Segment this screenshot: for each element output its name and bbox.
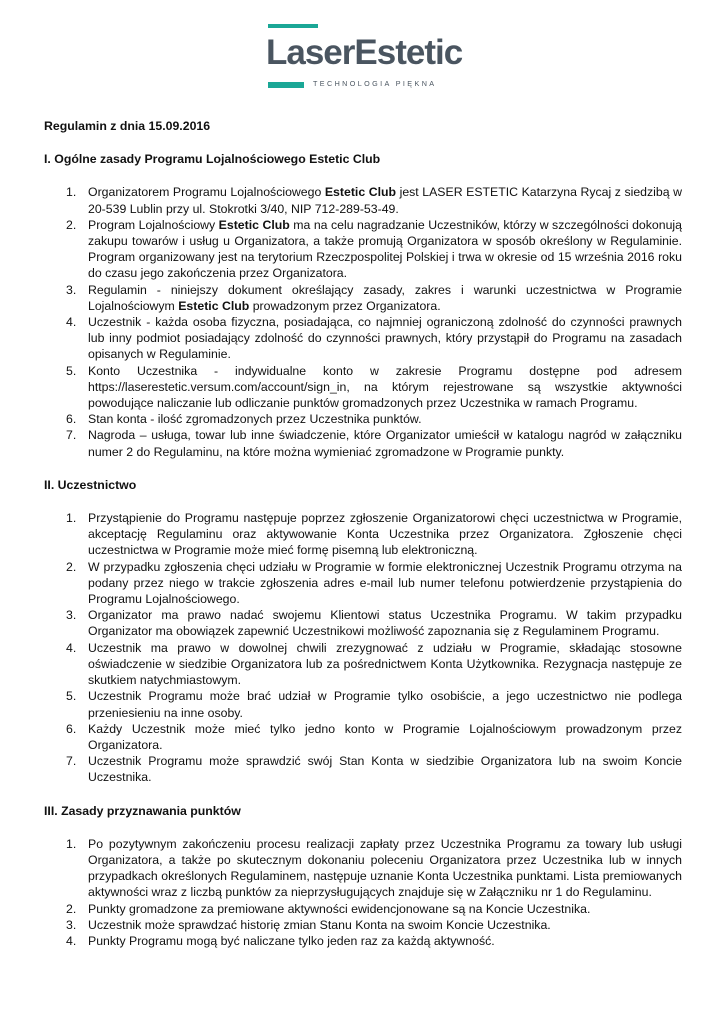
- logo-name: LaserEstetic: [266, 33, 463, 72]
- list-item-number: 6.: [66, 721, 77, 736]
- list-item: [44, 607, 682, 639]
- list-item-number: 3.: [66, 608, 77, 623]
- list-item-number: 4.: [66, 315, 77, 330]
- list-item-text: Przystąpienie do Programu następuje poprzez zgłoszenie Organizatorowi chęci uczestnictwa w Programie, akceptację Regulaminu oraz aktywowanie Konta Uczestnika przez Organizatora. Zgłoszenie chęci uczestnictwa w Programie może mieć formę pisemną lub elektroniczną.: [88, 511, 682, 558]
- list-item: [44, 917, 682, 933]
- list-item-number: 4.: [66, 933, 77, 948]
- logo-accent-bar-bottom: [268, 82, 304, 88]
- list-item: [44, 753, 682, 785]
- list-item-text: Organizatorem Programu Lojalnościowego: [88, 185, 325, 200]
- program-name: Estetic Club: [178, 298, 250, 313]
- list-item-text: Organizator ma prawo nadać swojemu Klientowi status Uczestnika Programu. W takim przypadku Organizator ma obowiązek zapewnić Uczestnikowi możliwość zapoznania się z Regulaminem Programu.: [88, 608, 682, 639]
- list-item-text: Nagroda – usługa, towar lub inne świadczenie, które Organizator umieścił w katalogu nagród w załączniku numer 2 do Regulaminu, na które można wymieniać zgromadzone w Programie punkty.: [88, 428, 682, 459]
- logo-accent-bar-top: [268, 24, 318, 28]
- list-item-text: ma na celu nagradzanie Uczestników, którzy w szczególności dokonują zakupu towarów i usług u Organizatora, a także promują Organizatora w sposób określony w Regulaminie. Program organizowany jest na terytorium Rzeczpospolitej Polskiej i trwa w okresie od 15 września 2016 roku do czasu jego zakończenia przez Organizatora.: [88, 217, 682, 281]
- list-item-text: Konto Uczestnika - indywidualne konto w zakresie Programu dostępne pod adresem https://laserestetic.versum.com/account/sign_in, na którym rejestrowane są wszystkie aktywności powodujące naliczanie lub odliczanie punktów gromadzonych przez Uczestnika w ramach Programu.: [88, 363, 682, 411]
- logo-tagline: TECHNOLOGIA PIĘKNA: [313, 79, 437, 88]
- list-item-text: prowadzonym przez Organizatora.: [249, 298, 441, 313]
- list-item-number: 7.: [66, 428, 77, 443]
- list-item-number: 4.: [66, 640, 77, 655]
- list-item-text: Uczestnik - każda osoba fizyczna, posiadająca, co najmniej ograniczoną zdolność do czynności prawnych lub inny podmiot posiadający zdolność do czynności prawnych, który przystąpił do Programu na zasadach opisanych w Regulaminie.: [88, 315, 682, 362]
- section-title: III. Zasady przyznawania punktów: [44, 803, 241, 818]
- list-item-text: Uczestnik Programu może sprawdzić swój Stan Konta w siedzibie Organizatora lub na swoim Koncie Uczestnika.: [88, 754, 682, 785]
- list-item-text: Po pozytywnym zakończeniu procesu realizacji zapłaty przez Uczestnika Programu za towary lub usługi Organizatora, a także po skutecznym dokonaniu poleceniu Organizatora przez Uczestnika lub w innych przypadkach określonych Regulaminem, następuje uznanie Konta Uczestnika punktami. Lista premiowanych aktywności wraz z liczbą punktów za nieprzysługujących znajduje się w Załączniku nr 1 do Regulaminu.: [88, 836, 682, 900]
- list-item-number: 5.: [66, 689, 77, 704]
- program-name: Estetic Club: [218, 217, 290, 232]
- list-item-number: 6.: [66, 412, 77, 427]
- laserestetic-logo: [266, 24, 463, 94]
- list-item: [44, 836, 682, 901]
- list-item: [44, 282, 682, 314]
- document-date-heading: Regulamin z dnia 15.09.2016: [44, 119, 211, 133]
- list-item: [44, 217, 682, 282]
- section-title: I. Ogólne zasady Programu Lojalnościowego Estetic Club: [44, 152, 381, 167]
- list-item-text: Program Lojalnościowy: [88, 217, 219, 232]
- list-item: [44, 314, 682, 363]
- regulation-document: [44, 118, 682, 966]
- list-item: [44, 427, 682, 459]
- list-item-number: 3.: [66, 917, 77, 932]
- list-item: [44, 640, 682, 689]
- list-item-number: 1.: [66, 836, 77, 851]
- sections-container: [44, 151, 682, 949]
- program-name: Estetic Club: [324, 185, 397, 200]
- list-item-number: 2.: [66, 559, 77, 574]
- list-item: [44, 184, 682, 216]
- list-item-text: Uczestnik Programu może brać udział w Programie tylko osobiście, a jego uczestnictwo nie podlega przeniesieniu na inne osoby.: [88, 689, 682, 720]
- list-item-text: W przypadku zgłoszenia chęci udziału w Programie w formie elektronicznej Uczestnik Programu otrzyma na podany przez niego w trakcie zgłoszenia adres e-mail lub numer telefonu potwierdzenie przystąpienia do Programu Lojalnościowego.: [88, 559, 682, 607]
- list-item-text: Punkty gromadzone za premiowane aktywności ewidencjonowane są na Koncie Uczestnika.: [88, 901, 591, 916]
- list-item-text: Uczestnik ma prawo w dowolnej chwili zrezygnować z udziału w Programie, składając stosowne oświadczenie w siedzibie Organizatora lub za pośrednictwem Konta Użytkownika. Rezygnacja następuje ze skutkiem natychmiastowym.: [88, 640, 682, 688]
- list-item: [44, 510, 682, 559]
- list-item: [44, 363, 682, 412]
- list-item-text: Uczestnik może sprawdzać historię zmian Stanu Konta na swoim Koncie Uczestnika.: [88, 917, 551, 932]
- list-item-text: Regulamin - niniejszy dokument określający zasady, zakres i warunki uczestnictwa w Programie Lojalnościowym: [88, 282, 682, 313]
- list-item-text: jest LASER ESTETIC Katarzyna Rycaj z siedzibą w 20-539 Lublin przy ul. Stokrotki 3/40, NIP 712-289-53-49.: [88, 185, 682, 216]
- list-item: [44, 411, 682, 427]
- list-item-number: 3.: [66, 282, 77, 297]
- list-item: [44, 933, 682, 949]
- list-item-text: Każdy Uczestnik może mieć tylko jedno konto w Programie Lojalnościowym prowadzonym przez Organizatora.: [88, 721, 682, 752]
- section-title: II. Uczestnictwo: [44, 477, 137, 492]
- list-item: [44, 901, 682, 917]
- section-list: [44, 836, 682, 949]
- list-item: [44, 559, 682, 608]
- list-item-number: 2.: [66, 217, 77, 232]
- list-item-number: 2.: [66, 901, 77, 916]
- section-list: [44, 510, 682, 785]
- list-item-number: 5.: [66, 363, 77, 378]
- list-item-number: 7.: [66, 754, 77, 769]
- list-item-number: 1.: [66, 511, 77, 526]
- list-item-text: Stan konta - ilość zgromadzonych przez Uczestnika punktów.: [88, 412, 422, 427]
- list-item-text: Punkty Programu mogą być naliczane tylko jeden raz za każdą aktywność.: [88, 933, 495, 948]
- list-item: [44, 688, 682, 720]
- list-item-number: 1.: [66, 185, 77, 200]
- list-item: [44, 721, 682, 753]
- section-list: [44, 184, 682, 459]
